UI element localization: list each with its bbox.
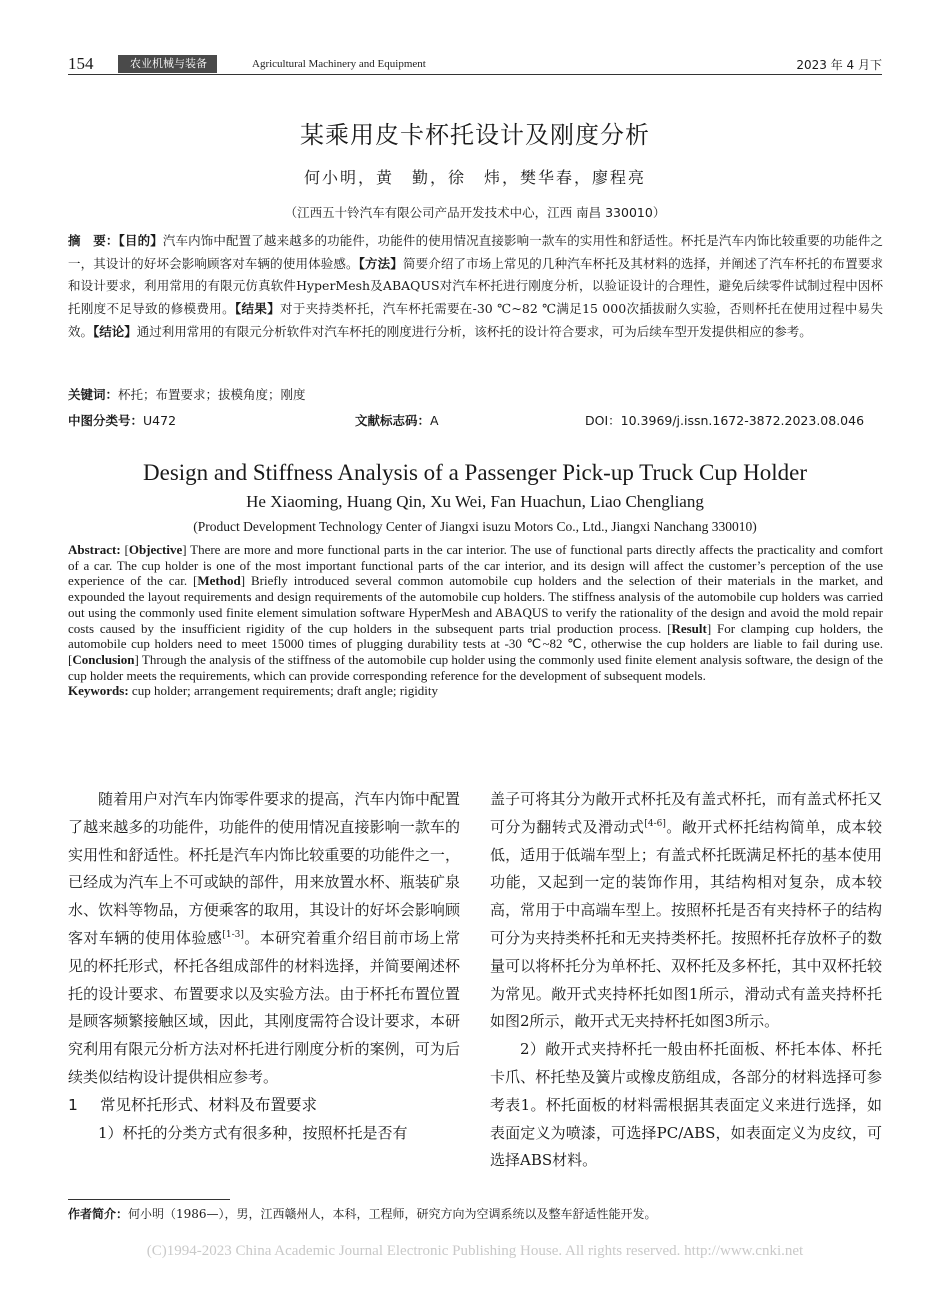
body-text: 。敞开式杯托结构简单，成本较低，适用于低端车型上；有盖式杯托既满足杯托的基本使用功能，又起到一定的装饰作用，其结构相对复杂，成本较高，常用于中高端车型上。按照杯托是否有夹持杯子的结构可分为夹持类杯托和无夹持类杯托。按照杯托存放杯子的数量可以将杯托分为单杯托、双杯托及多杯托，其中双杯托较为常见。敞开式夹持杯托如图1所示，滑动式有盖夹持杯托如图2所示，敞开式无夹持杯托如图3所示。 bbox=[490, 817, 882, 1031]
keywords-en-text: cup holder; arrangement requirements; draft angle; rigidity bbox=[128, 683, 439, 699]
authors-cn: 何小明，黄 勤，徐 炜，樊华春，廖程亮 bbox=[303, 168, 646, 187]
section-number: 1 bbox=[68, 1095, 78, 1114]
citation: [1-3] bbox=[222, 929, 244, 940]
body-paragraph: 2）敞开式夹持杯托一般由杯托面板、杯托本体、杯托卡爪、杯托垫及簧片或橡皮筋组成，各部分的材料选择可参考表1。杯托面板的材料需根据其表面定义来进行选择，如表面定义为喷漆，可选择PC/ABS，如表面定义为皮纹，可选择ABS材料。 bbox=[490, 1040, 882, 1170]
affiliation-cn: （江西五十铃汽车有限公司产品开发技术中心，江西 南昌 330010） bbox=[284, 205, 666, 220]
body-column-right bbox=[490, 786, 882, 1175]
abstract-cn-method: 简要介绍了市场上常见的几种汽车杯托及其材料的选择，并阐述了汽车杯托的布置要求和设计要求，利用常用的有限元仿真软件HyperMesh及ABAQUS对汽车杯托进行刚度分析，以验证设计的合理性，避免后续零件试制过程中因杯托刚度不足导致的修模费用。 bbox=[68, 255, 883, 317]
keywords-cn-label: 关键词： bbox=[68, 387, 119, 402]
keywords-cn-text: 杯托；布置要求；拔模角度；刚度 bbox=[118, 387, 306, 402]
author-footnote bbox=[68, 1205, 657, 1222]
abstract-cn bbox=[68, 230, 883, 344]
abstract-cn-objective: 汽车内饰中配置了越来越多的功能件，功能件的使用情况直接影响一款车的实用性和舒适性。杯托是汽车内饰比较重要的功能件之一，其设计的好坏会影响顾客对车辆的使用体验感。 bbox=[68, 233, 883, 271]
abstract-cn-conclusion-label: 【结论】 bbox=[93, 323, 137, 339]
body-column-left bbox=[68, 786, 460, 1147]
keywords-cn bbox=[68, 385, 306, 403]
abstract-en-result-label: Result bbox=[671, 620, 707, 636]
abstract-en-label: Abstract: bbox=[68, 542, 121, 557]
doi bbox=[585, 411, 864, 429]
copyright-watermark: (C)1994-2023 China Academic Journal Electronic Publishing House. All rights reserved. http://www.cnki.net bbox=[146, 1243, 804, 1259]
keywords-en-label: Keywords: bbox=[68, 683, 129, 699]
abstract-cn-result-label: 【结果】 bbox=[234, 301, 281, 317]
section-heading bbox=[68, 1092, 460, 1120]
issue-date: 2023 年 4 月下 bbox=[796, 58, 882, 72]
abstract-cn-conclusion: 通过利用常用的有限元分析软件对汽车杯托的刚度进行分析，该杯托的设计符合要求，可为后续车型开发提供相应的参考。 bbox=[136, 323, 812, 339]
abstract-cn-method-label: 【方法】 bbox=[358, 255, 403, 271]
clc-label: 中图分类号： bbox=[68, 413, 144, 428]
footnote-label: 作者简介： bbox=[68, 1207, 129, 1221]
clc-value: U472 bbox=[143, 413, 177, 428]
citation: [4-6] bbox=[644, 818, 666, 829]
paper-title-cn: 某乘用皮卡杯托设计及刚度分析 bbox=[300, 121, 650, 149]
body-paragraph bbox=[490, 786, 882, 1036]
authors-en: He Xiaoming, Huang Qin, Xu Wei, Fan Huachun, Liao Chengliang bbox=[246, 492, 704, 511]
body-paragraph bbox=[68, 786, 460, 1092]
abstract-en-method: Briefly introduced several common automobile cup holders and the selection of their materials in the market, and expounded the layout requirements and design requirements of the automobile cup holders. The stiffness analysis of the automobile cup holders was carried out using the commonly used finite element simulation software HyperMesh and ABAQUS to verify the rationality of the design and avoid the mold repair costs caused by the insufficient rigidity of the cup holders in the subsequent parts trial production process. bbox=[68, 573, 884, 636]
abstract-en: Abstract: [Objective] There are more and more functional parts in the car interior. The use of functional parts directly affects the practicality and comfort of a car. The cup holder is one of the most important functional parts of the car interior, and its design will affect the customer’s perception of the use experience of the car. [Method] Briefly introduced several common automobile cup holders and the selection of their materials in the market, and expounded the layout requirements and design requirements of the automobile cup holders. The stiffness analysis of the automobile cup holders was carried out using the commonly used finite element simulation software HyperMesh and ABAQUS to verify the rationality of the design and avoid the mold repair costs caused by the insufficient rigidity of the cup holders in the subsequent parts trial production process. [Result] For clamping cup holders, the automobile cup holders need to meet 15000 times of plugging durability tests at -30 ℃~82 ℃, otherwise the cup holders are liable to fail during use. [Conclusion] Through the analysis of the stiffness of the automobile cup holder using the commonly used finite element analysis software, the design of the cup holder meets the requirements, which can provide corresponding reference for the development of subsequent models. Keywords: cup holder; arrangement requirements; draft angle; rigidity bbox=[68, 542, 884, 699]
affiliation-en: (Product Development Technology Center of Jiangxi isuzu Motors Co., Ltd., Jiangxi Nanchang 330010) bbox=[193, 519, 757, 534]
abstract-en-result: For clamping cup holders, the automobile cup holders need to meet 15000 times of plugging durability tests at -30 ℃~82 ℃, otherwise the cup holders are liable to fail during use. bbox=[68, 620, 884, 652]
paper-title-en: Design and Stiffness Analysis of a Passenger Pick-up Truck Cup Holder bbox=[143, 460, 807, 485]
body-text: 。本研究着重介绍目前市场上常见的杯托形式，杯托各组成部件的材料选择，并简要阐述杯托的设计要求、布置要求以及实验方法。由于杯托布置位置是顾客频繁接触区域，因此，其刚度需符合设计要求，本研究利用有限元分析方法对杯托进行刚度分析的案例，可为后续类似结构设计提供相应参考。 bbox=[68, 928, 460, 1086]
document-code bbox=[355, 411, 439, 429]
abstract-cn-label: 摘 要： bbox=[68, 233, 119, 248]
body-paragraph: 1）杯托的分类方式有很多种，按照杯托是否有 bbox=[98, 1123, 408, 1142]
body-text: 盖子可将其分为敞开式杯托及有盖式杯托，而有盖式杯托又可分为翻转式及滑动式 bbox=[490, 790, 882, 836]
journal-name-english: Agricultural Machinery and Equipment bbox=[252, 58, 426, 70]
page-number: 154 bbox=[68, 54, 94, 73]
section-title: 常见杯托形式、材料及布置要求 bbox=[100, 1095, 318, 1114]
abstract-cn-result: 对于夹持类杯托，汽车杯托需要在-30 ℃~82 ℃满足15 000次插拔耐久实验，否则杯托在使用过程中易失效。 bbox=[68, 301, 883, 339]
header-divider bbox=[68, 74, 882, 75]
abstract-en-conclusion-label: Conclusion bbox=[72, 651, 135, 667]
doi-value: 10.3969/j.issn.1672-3872.2023.08.046 bbox=[620, 413, 865, 428]
clc-number bbox=[68, 411, 176, 429]
doc-code-label: 文献标志码： bbox=[355, 413, 431, 428]
doi-label: DOI： bbox=[585, 413, 621, 428]
abstract-en-conclusion: Through the analysis of the stiffness of the automobile cup holder using the commonly used finite element analysis software, the design of the cup holder meets the requirements, which can provide corresponding reference for the development of subsequent models. bbox=[68, 651, 883, 683]
abstract-cn-objective-label: 【目的】 bbox=[118, 233, 163, 248]
body-text: 随着用户对汽车内饰零件要求的提高，汽车内饰中配置了越来越多的功能件，功能件的使用情况直接影响一款车的实用性和舒适性。杯托是汽车内饰比较重要的功能件之一，已经成为汽车上不可或缺的部件，用来放置水杯、瓶装矿泉水、饮料等物品，方便乘客的取用，其设计的好坏会影响顾客对车辆的使用体验感 bbox=[68, 790, 460, 947]
journal-name-badge: 农业机械与装备 bbox=[118, 55, 217, 73]
doc-code-value: A bbox=[430, 413, 439, 428]
abstract-en-objective-label: Objective bbox=[128, 542, 183, 557]
abstract-en-method-label: Method bbox=[197, 573, 241, 589]
footnote-text: 何小明（1986—），男，江西赣州人，本科，工程师，研究方向为空调系统以及整车舒适性能开发。 bbox=[128, 1207, 657, 1221]
footnote-divider bbox=[68, 1199, 230, 1200]
abstract-en-objective: There are more and more functional parts in the car interior. The use of functional parts directly affects the practicality and comfort of a car. The cup holder is one of the most important functional parts of the car interior, and its design will affect the customer’s perception of the use experience of the car. bbox=[68, 542, 883, 589]
